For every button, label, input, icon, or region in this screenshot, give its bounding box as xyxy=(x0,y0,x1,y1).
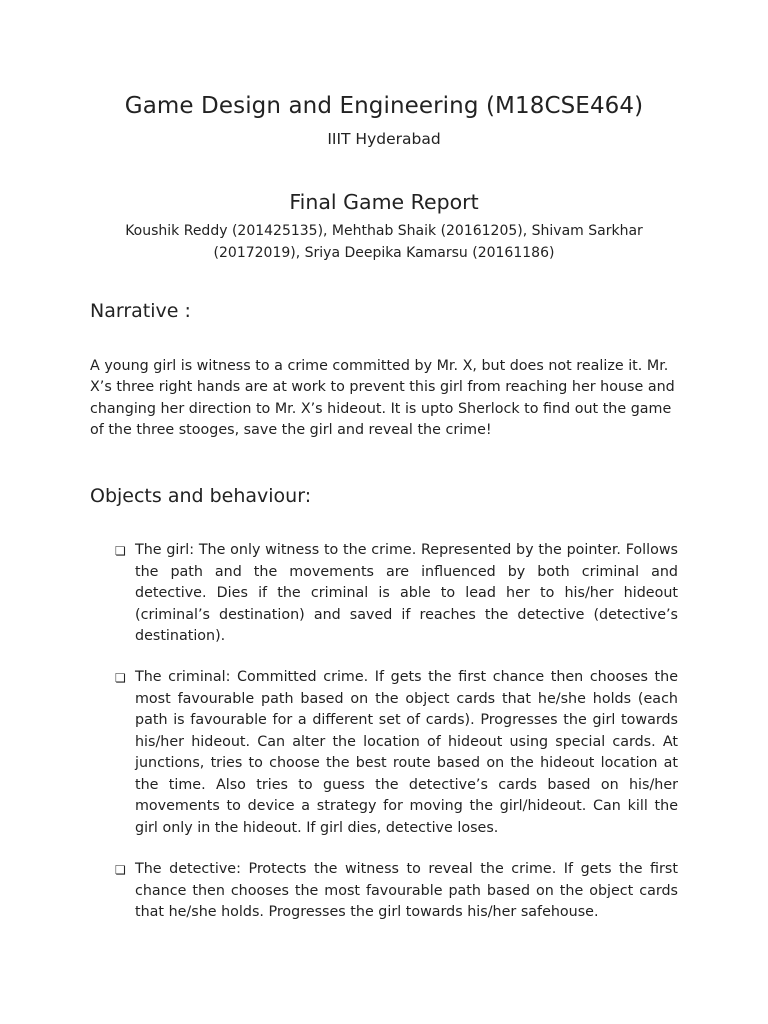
list-item-text: The detective: Protects the witness to reveal the crime. If gets the first chance then chooses the most favourable path based on the object cards that he/she holds. Progresses the girl towards his/her safehouse. xyxy=(135,861,678,920)
narrative-heading: Narrative : xyxy=(90,300,191,322)
author-list: Koushik Reddy (201425135), Mehthab Shaik (20161205), Shivam Sarkhar (20172019), Sriya Deepika Kamarsu (20161186) xyxy=(125,223,643,261)
objects-heading: Objects and behaviour: xyxy=(90,485,312,507)
list-item-text: The criminal: Committed crime. If gets the first chance then chooses the most favourable path based on the object cards that he/she holds (each path is favourable for a different set of cards). Progresses the girl towards his/her hideout. Can alter the location of hideout using special cards. At junctions, tries to choose the best route based on the hideout location at the time. Also tries to guess the detective’s cards based on his/her movements to device a strategy for moving the girl/hideout. Can kill the girl only in the hideout. If girl dies, detective loses. xyxy=(135,669,678,836)
report-title: Final Game Report xyxy=(289,190,479,214)
checkbox-bullet-icon: ❏ xyxy=(115,863,126,877)
institute-name: IIIT Hyderabad xyxy=(327,130,441,148)
course-title: Game Design and Engineering (M18CSE464) xyxy=(124,93,644,119)
narrative-paragraph: A young girl is witness to a crime committed by Mr. X, but does not realize it. Mr. X’s three right hands are at work to prevent this girl from reaching her house and changing her direction to Mr. X’s hideout. It is upto Sherlock to find out the game of the three stooges, save the girl and reveal the crime! xyxy=(90,358,675,439)
checkbox-bullet-icon: ❏ xyxy=(115,544,126,558)
checkbox-bullet-icon: ❏ xyxy=(115,671,126,685)
list-item-text: The girl: The only witness to the crime. Represented by the pointer. Follows the path and the movements are influenced by both criminal and detective. Dies if the criminal is able to lead her to his/her hideout (criminal’s destination) and saved if reaches the detective (detective’s destination). xyxy=(135,542,678,644)
